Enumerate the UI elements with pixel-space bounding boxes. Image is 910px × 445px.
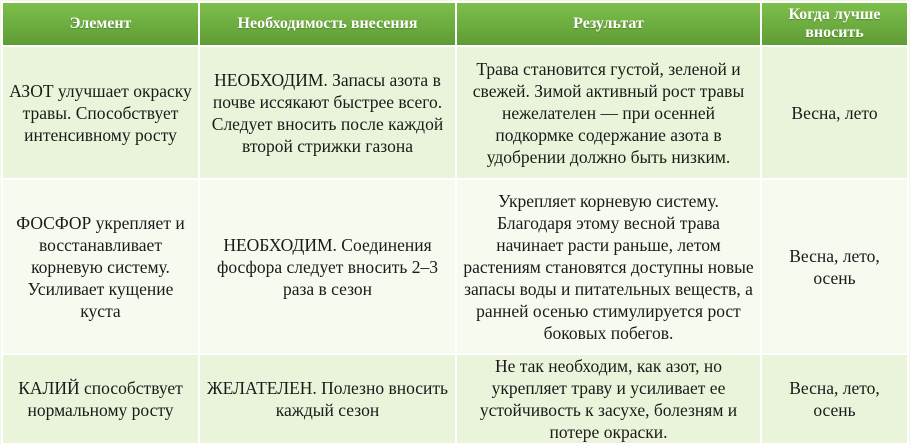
header-element: Элемент: [2, 2, 199, 46]
cell-element: КАЛИЙ способствует нормальному росту: [2, 354, 199, 444]
table-row-phosphorus: [2, 179, 908, 354]
cell-result: Укрепляет корневую систему. Благодаря этому весной трава начинает расти раньше, летом растениям становятся доступны новые запасы воды и питательных веществ, а ранней осенью стимулируется рост боковых побегов.: [456, 179, 761, 354]
table-row-potassium: [2, 354, 908, 444]
cell-necessity: НЕОБХОДИМ. Запасы азота в почве иссякают быстрее всего. Следует вносить после каждой второй стрижки газона: [199, 46, 456, 179]
header-result: Результат: [456, 2, 761, 46]
table-row-nitrogen: [2, 46, 908, 179]
header-necessity: Необходимость внесения: [199, 2, 456, 46]
cell-necessity: ЖЕЛАТЕЛЕН. Полезно вносить каждый сезон: [199, 354, 456, 444]
header-row: [2, 2, 908, 46]
cell-element: ФОСФОР укрепляет и восстанавливает корневую систему. Усиливает кущение куста: [2, 179, 199, 354]
cell-when: Весна, лето, осень: [761, 179, 908, 354]
cell-result: Не так необходим, как азот, но укрепляет траву и усиливает ее устойчивость к засухе, болезням и потере окраски.: [456, 354, 761, 444]
header-when: Когда лучше вносить: [761, 2, 908, 46]
fertilizer-table: [1, 1, 909, 445]
cell-necessity: НЕОБХОДИМ. Соединения фосфора следует вносить 2–3 раза в сезон: [199, 179, 456, 354]
cell-result: Трава становится густой, зеленой и свежей. Зимой активный рост травы нежелателен — при осенней подкормке содержание азота в удобрении должно быть низким.: [456, 46, 761, 179]
cell-element: АЗОТ улучшает окраску травы. Способствует интенсивному росту: [2, 46, 199, 179]
cell-when: Весна, лето, осень: [761, 354, 908, 444]
cell-when: Весна, лето: [761, 46, 908, 179]
